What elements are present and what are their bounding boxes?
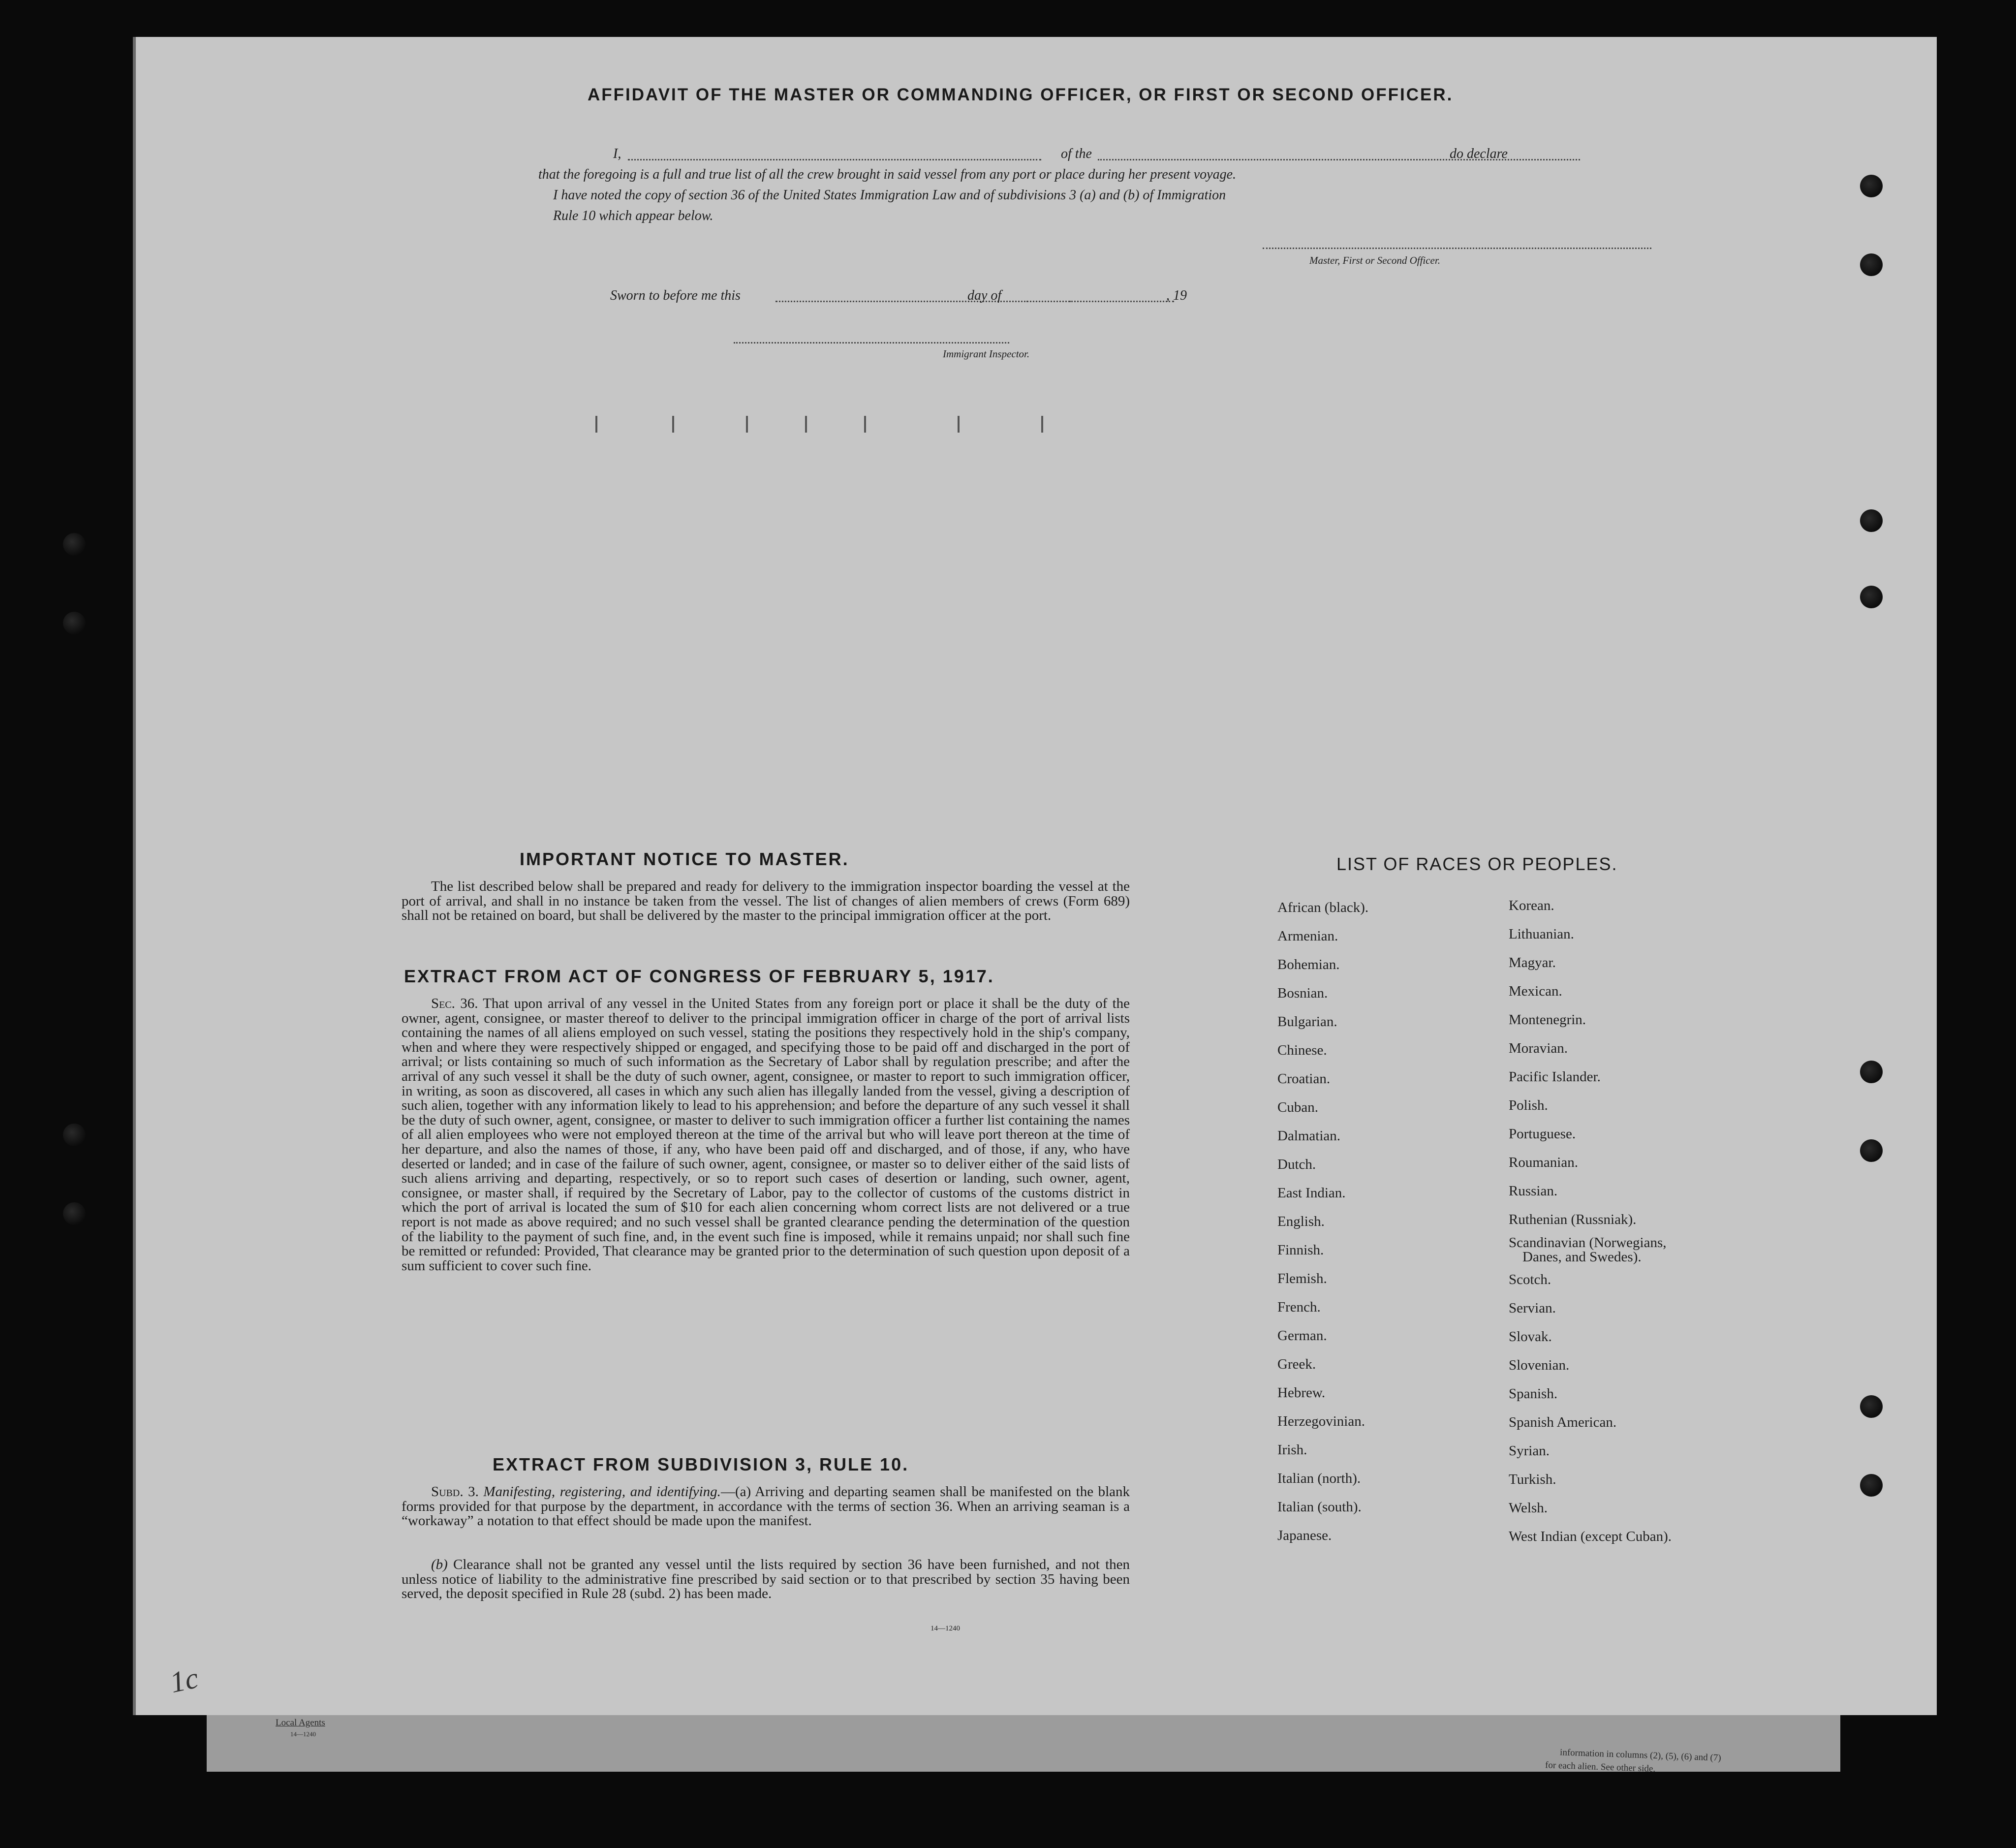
race-item: English. (1277, 1214, 1325, 1229)
rule-extract-para-b (402, 1558, 1130, 1601)
race-item: Servian. (1509, 1300, 1556, 1316)
columns-note: information in columns (2), (5), (6) and (7) (1559, 1747, 1721, 1763)
punch-hole (1860, 253, 1883, 276)
punch-hole (1860, 586, 1883, 608)
subd-3-label: Subd. 3. (431, 1484, 479, 1500)
bleed-through-mark (672, 416, 674, 433)
day-of-label: day of (967, 288, 1002, 303)
para-b-label: (b) (431, 1557, 448, 1572)
race-item: Slovenian. (1509, 1357, 1570, 1373)
race-item: Croatian. (1277, 1071, 1331, 1087)
affidavit-title: AFFIDAVIT OF THE MASTER OR COMMANDING OFFICER, OR FIRST OR SECOND OFFICER. (588, 85, 1454, 104)
race-item: Turkish. (1509, 1472, 1556, 1487)
race-item: Flemish. (1277, 1271, 1327, 1286)
race-item: Montenegrin. (1509, 1012, 1586, 1028)
race-item: Spanish. (1509, 1386, 1558, 1402)
signature-line (1263, 248, 1651, 249)
race-item: Spanish American. (1509, 1414, 1617, 1430)
race-item: Hebrew. (1277, 1385, 1326, 1401)
race-item: Bohemian. (1277, 957, 1340, 972)
scandinavian-line-2: Danes, and Swedes). (1522, 1249, 1642, 1265)
punch-hole (1860, 1395, 1883, 1418)
act-extract-body (402, 997, 1130, 1273)
bleed-through-mark (595, 416, 597, 433)
race-item: Irish. (1277, 1442, 1307, 1458)
sworn-month-line (1026, 301, 1174, 302)
section-36-text: That upon arrival of any vessel in the United States from any foreign port or place it shall be the duty of the owner, agent, consignee, or master thereof to deliver to the principal immigration officer in charge of the port of arrival lists containing the names of all aliens employed on such vessel, stating the positions they respectively hold in the ship's company, when and where they were respectively shipped or engaged, and specifying those to be paid off and discharged in the port of arrival; or lists containing so much of such information as the Secretary of Labor shall by regulation prescribe; and after the arrival of any such vessel it shall be the duty of such owner, agent, consignee, or master to report to such immigration officer, in writing, as soon as discovered, all cases in which any such alien has illegally landed from the vessel, giving a description of such alien, together with any information likely to lead to his apprehension; and before the departure of any such vessel it shall be the duty of such owner, agent, consignee, or master to deliver to such immigration officer a further list containing the names of all alien employees who were not employed thereon at the time of the arrival but who will leave port thereon at the time of her departure, and also the names of those, if any, who have been paid off and discharged, and of those, if any, who have deserted or landed; and in case of the failure of such owner, agent, consignee, or master so to deliver either of the said lists of such aliens arriving and departing, respectively, or so to report such cases of desertion or landing, such owner, agent, consignee, or master shall, if required by the Secretary of Labor, pay to the collector of customs of the customs district in which the port of arrival is located the sum of $10 for each alien concerning whom correct lists are not delivered or a true report is not made as above required; and no such vessel shall be granted clearance pending the determination of the question of the liability to the payment of such fine, and, in the event such fine is imposed, while it remains unpaid; nor shall such fine be remitted or refunded: Provided, That clearance may be granted prior to the determination of such question upon deposit of a sum sufficient to cover such fine. (402, 996, 1130, 1274)
form-number: 14—1240 (930, 1625, 960, 1632)
race-item: Chinese. (1277, 1042, 1327, 1058)
inspector-signature-line (734, 342, 1009, 344)
race-item: Dalmatian. (1277, 1128, 1341, 1144)
race-item: Roumanian. (1509, 1155, 1578, 1170)
punch-hole (1860, 1139, 1883, 1162)
para-b-text: Clearance shall not be granted any vessel until the lists required by section 36 have been furnished, and not then unless notice of liability to the administrative fine prescribed by said section or to that prescribed by section 35 having been served, the deposit specified in Rule 28 (subd. 2) has been made. (402, 1557, 1130, 1602)
race-item: Syrian. (1509, 1443, 1550, 1459)
race-item: Scotch. (1509, 1272, 1551, 1287)
race-item: Moravian. (1509, 1040, 1568, 1056)
affidavit-line-2: that the foregoing is a full and true list of all the crew brought in said vessel from any port or place during her present voyage. (538, 167, 1237, 182)
vessel-name-line (1098, 159, 1580, 160)
each-alien-note: for each alien. See other side. (1545, 1760, 1656, 1774)
notice-text: The list described below shall be prepared and ready for delivery to the immigration inspector boarding the vessel at the port of arrival, and shall in no instance be taken from the vessel. The list of changes of alien members of crews (Form 689) shall not be retained on board, but shall be delivered by the master to the principal immigration officer at the port. (402, 878, 1130, 924)
handwritten-mark: 1c (167, 1661, 201, 1699)
scandinavian-line-1: Scandinavian (Norwegians, (1509, 1235, 1667, 1251)
race-item: Greek. (1277, 1356, 1316, 1372)
punch-hole (1860, 509, 1883, 532)
race-item: French. (1277, 1299, 1321, 1315)
race-item: Pacific Islander. (1509, 1069, 1601, 1085)
act-extract-title: EXTRACT FROM ACT OF CONGRESS OF FEBRUARY 5, 1917. (404, 966, 994, 986)
section-36-label: Sec. 36. (431, 996, 478, 1011)
race-item: Italian (north). (1277, 1471, 1361, 1486)
inspector-caption: Immigrant Inspector. (943, 348, 1030, 360)
sworn-label: Sworn to before me this (610, 288, 741, 303)
local-agents-form-number: 14—1240 (290, 1730, 316, 1738)
punch-hole (1860, 175, 1883, 197)
bleed-through-mark (958, 416, 960, 433)
race-item: Italian (south). (1277, 1499, 1362, 1515)
race-item: German. (1277, 1328, 1327, 1344)
subd-3-para-a: —(a) Arriving and departing seamen shall be manifested on the blank forms provided for that purpose by the department, in accordance with the terms of section 36. When an arriving seaman is a “workaway” a notation to that effect should be made upon the manifest. (402, 1484, 1130, 1529)
local-agents-label: Local Agents (276, 1718, 325, 1728)
race-item: Lithuanian. (1509, 926, 1574, 942)
punch-hole (63, 612, 86, 634)
races-right-column (1509, 898, 1804, 1597)
bleed-through-mark (864, 416, 866, 433)
race-item-scandinavian (1509, 1236, 1667, 1264)
bleed-through-mark (1041, 416, 1043, 433)
races-left-column (1277, 900, 1504, 1599)
affidavit-i-label: I, (613, 146, 621, 161)
punch-hole (63, 1202, 86, 1225)
affidavit-of-the-label: of the (1061, 146, 1092, 161)
race-item: Japanese. (1277, 1528, 1332, 1543)
affidavit-line-4: Rule 10 which appear below. (553, 208, 713, 223)
race-item: Mexican. (1509, 983, 1562, 999)
notice-title: IMPORTANT NOTICE TO MASTER. (520, 849, 849, 869)
race-item: Armenian. (1277, 928, 1338, 944)
race-item: Polish. (1509, 1097, 1548, 1113)
punch-hole (63, 1124, 86, 1146)
affidavit-do-declare: do declare (1450, 146, 1508, 161)
punch-hole (1860, 1474, 1883, 1497)
year-prefix: , 19 (1166, 288, 1187, 303)
race-item: Korean. (1509, 898, 1554, 913)
punch-hole (1860, 1061, 1883, 1083)
subd-3-heading: Manifesting, registering, and identifying. (483, 1484, 721, 1500)
bleed-through-mark (805, 416, 807, 433)
race-item: Magyar. (1509, 955, 1556, 971)
race-item: East Indian. (1277, 1185, 1346, 1201)
signature-caption: Master, First or Second Officer. (1309, 254, 1440, 266)
document-page (133, 37, 1937, 1715)
race-item: Ruthenian (Russniak). (1509, 1212, 1637, 1227)
rule-extract-title: EXTRACT FROM SUBDIVISION 3, RULE 10. (493, 1454, 909, 1474)
race-item: Cuban. (1277, 1099, 1318, 1115)
race-item: African (black). (1277, 900, 1369, 915)
race-item: Russian. (1509, 1183, 1558, 1199)
race-item: Dutch. (1277, 1157, 1316, 1172)
race-item: Bosnian. (1277, 985, 1328, 1001)
race-item: Portuguese. (1509, 1126, 1576, 1142)
master-name-line (628, 159, 1041, 160)
bleed-through-mark (746, 416, 748, 433)
punch-hole (63, 533, 86, 556)
race-item: Finnish. (1277, 1242, 1324, 1258)
race-item: Welsh. (1509, 1500, 1548, 1516)
race-item: Bulgarian. (1277, 1014, 1337, 1030)
rule-extract-para-a (402, 1485, 1130, 1529)
race-item: Herzegovinian. (1277, 1413, 1365, 1429)
race-item: West Indian (except Cuban). (1509, 1529, 1672, 1544)
races-title: LIST OF RACES OR PEOPLES. (1336, 854, 1618, 874)
race-item: Slovak. (1509, 1329, 1552, 1345)
affidavit-line-3: I have noted the copy of section 36 of the United States Immigration Law and of subdivisions 3 (a) and (b) of Immigration (553, 188, 1226, 203)
